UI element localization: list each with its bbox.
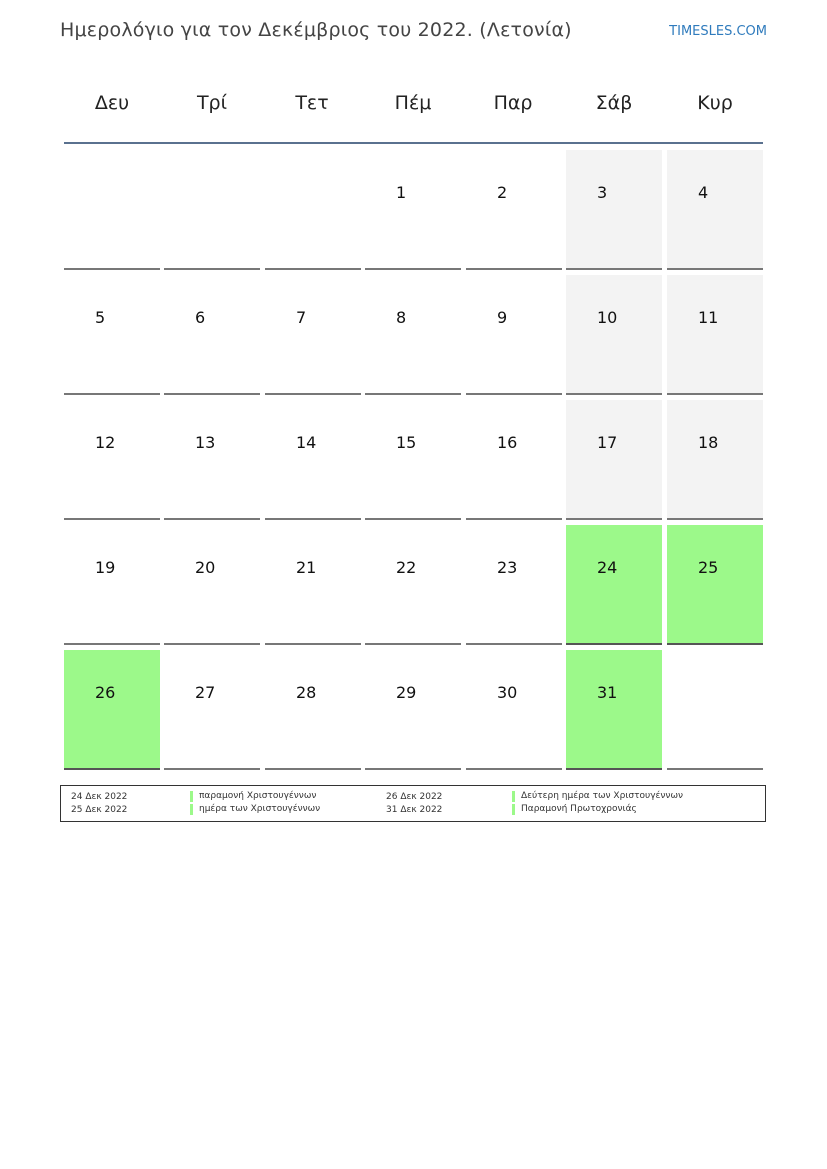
day-cell [64, 275, 160, 395]
empty-day-cell [64, 150, 160, 270]
day-number: 31 [597, 683, 618, 702]
day-cell [667, 275, 763, 395]
day-number: 13 [195, 433, 216, 452]
day-number: 20 [195, 558, 216, 577]
header-divider [64, 142, 763, 144]
day-number: 3 [597, 183, 608, 202]
day-cell [265, 525, 361, 645]
day-number: 30 [497, 683, 518, 702]
day-number: 10 [597, 308, 618, 327]
legend-holiday-name: παραμονή Χριστουγέννων [190, 791, 316, 802]
holiday-day-cell [64, 650, 160, 770]
empty-day-cell [164, 150, 260, 270]
day-cell [667, 400, 763, 520]
day-number: 8 [396, 308, 407, 327]
day-number: 2 [497, 183, 508, 202]
day-number: 25 [698, 558, 719, 577]
day-cell [466, 525, 562, 645]
day-cell [466, 150, 562, 270]
day-cell [365, 525, 461, 645]
empty-day-cell [265, 150, 361, 270]
day-number: 6 [195, 308, 206, 327]
day-cell [164, 650, 260, 770]
day-cell [365, 275, 461, 395]
day-number: 22 [396, 558, 417, 577]
holiday-day-cell [566, 525, 662, 645]
brand-link[interactable]: TIMESLES.COM [669, 24, 767, 39]
legend-holiday-name: Δεύτερη ημέρα των Χριστουγέννων [512, 791, 683, 802]
day-cell [164, 525, 260, 645]
day-number: 11 [698, 308, 719, 327]
day-cell [566, 275, 662, 395]
legend-holiday-name: Παραμονή Πρωτοχρονιάς [512, 804, 637, 815]
day-number: 17 [597, 433, 618, 452]
day-number: 27 [195, 683, 216, 702]
day-cell [164, 275, 260, 395]
legend-date: 26 Δεκ 2022 [386, 792, 443, 802]
day-cell [365, 150, 461, 270]
day-cell [566, 400, 662, 520]
day-number: 23 [497, 558, 518, 577]
day-cell [365, 650, 461, 770]
holiday-legend [60, 785, 766, 822]
day-number: 18 [698, 433, 719, 452]
day-cell [466, 650, 562, 770]
day-cell [365, 400, 461, 520]
day-number: 14 [296, 433, 317, 452]
day-number: 28 [296, 683, 317, 702]
day-number: 19 [95, 558, 116, 577]
legend-holiday-name: ημέρα των Χριστουγέννων [190, 804, 320, 815]
day-cell [164, 400, 260, 520]
day-number: 9 [497, 308, 508, 327]
weekday-label: Σάβ [595, 92, 633, 114]
empty-day-cell [667, 650, 763, 770]
day-cell [265, 650, 361, 770]
day-number: 7 [296, 308, 307, 327]
day-number: 26 [95, 683, 116, 702]
day-cell [466, 275, 562, 395]
weekday-label: Δευ [94, 92, 130, 114]
day-cell [466, 400, 562, 520]
weekday-label: Πέμ [394, 92, 432, 114]
day-cell [265, 275, 361, 395]
day-number: 21 [296, 558, 317, 577]
day-number: 12 [95, 433, 116, 452]
weekday-label: Τρί [196, 92, 228, 114]
day-cell [64, 400, 160, 520]
day-number: 29 [396, 683, 417, 702]
day-number: 4 [698, 183, 709, 202]
day-cell [566, 150, 662, 270]
day-cell [265, 400, 361, 520]
holiday-day-cell [667, 525, 763, 645]
day-number: 16 [497, 433, 518, 452]
day-number: 24 [597, 558, 618, 577]
day-cell [64, 525, 160, 645]
weekday-label: Τετ [295, 92, 329, 114]
page-title: Ημερολόγιο για τον Δεκέμβριος του 2022. (Λετονία) [60, 19, 572, 41]
day-cell [667, 150, 763, 270]
day-number: 5 [95, 308, 106, 327]
weekday-label: Κυρ [697, 92, 733, 114]
legend-date: 31 Δεκ 2022 [386, 805, 443, 815]
day-number: 1 [396, 183, 407, 202]
legend-date: 24 Δεκ 2022 [71, 792, 128, 802]
weekday-label: Παρ [493, 92, 533, 114]
legend-date: 25 Δεκ 2022 [71, 805, 128, 815]
weekday-header [64, 80, 763, 128]
holiday-day-cell [566, 650, 662, 770]
day-number: 15 [396, 433, 417, 452]
